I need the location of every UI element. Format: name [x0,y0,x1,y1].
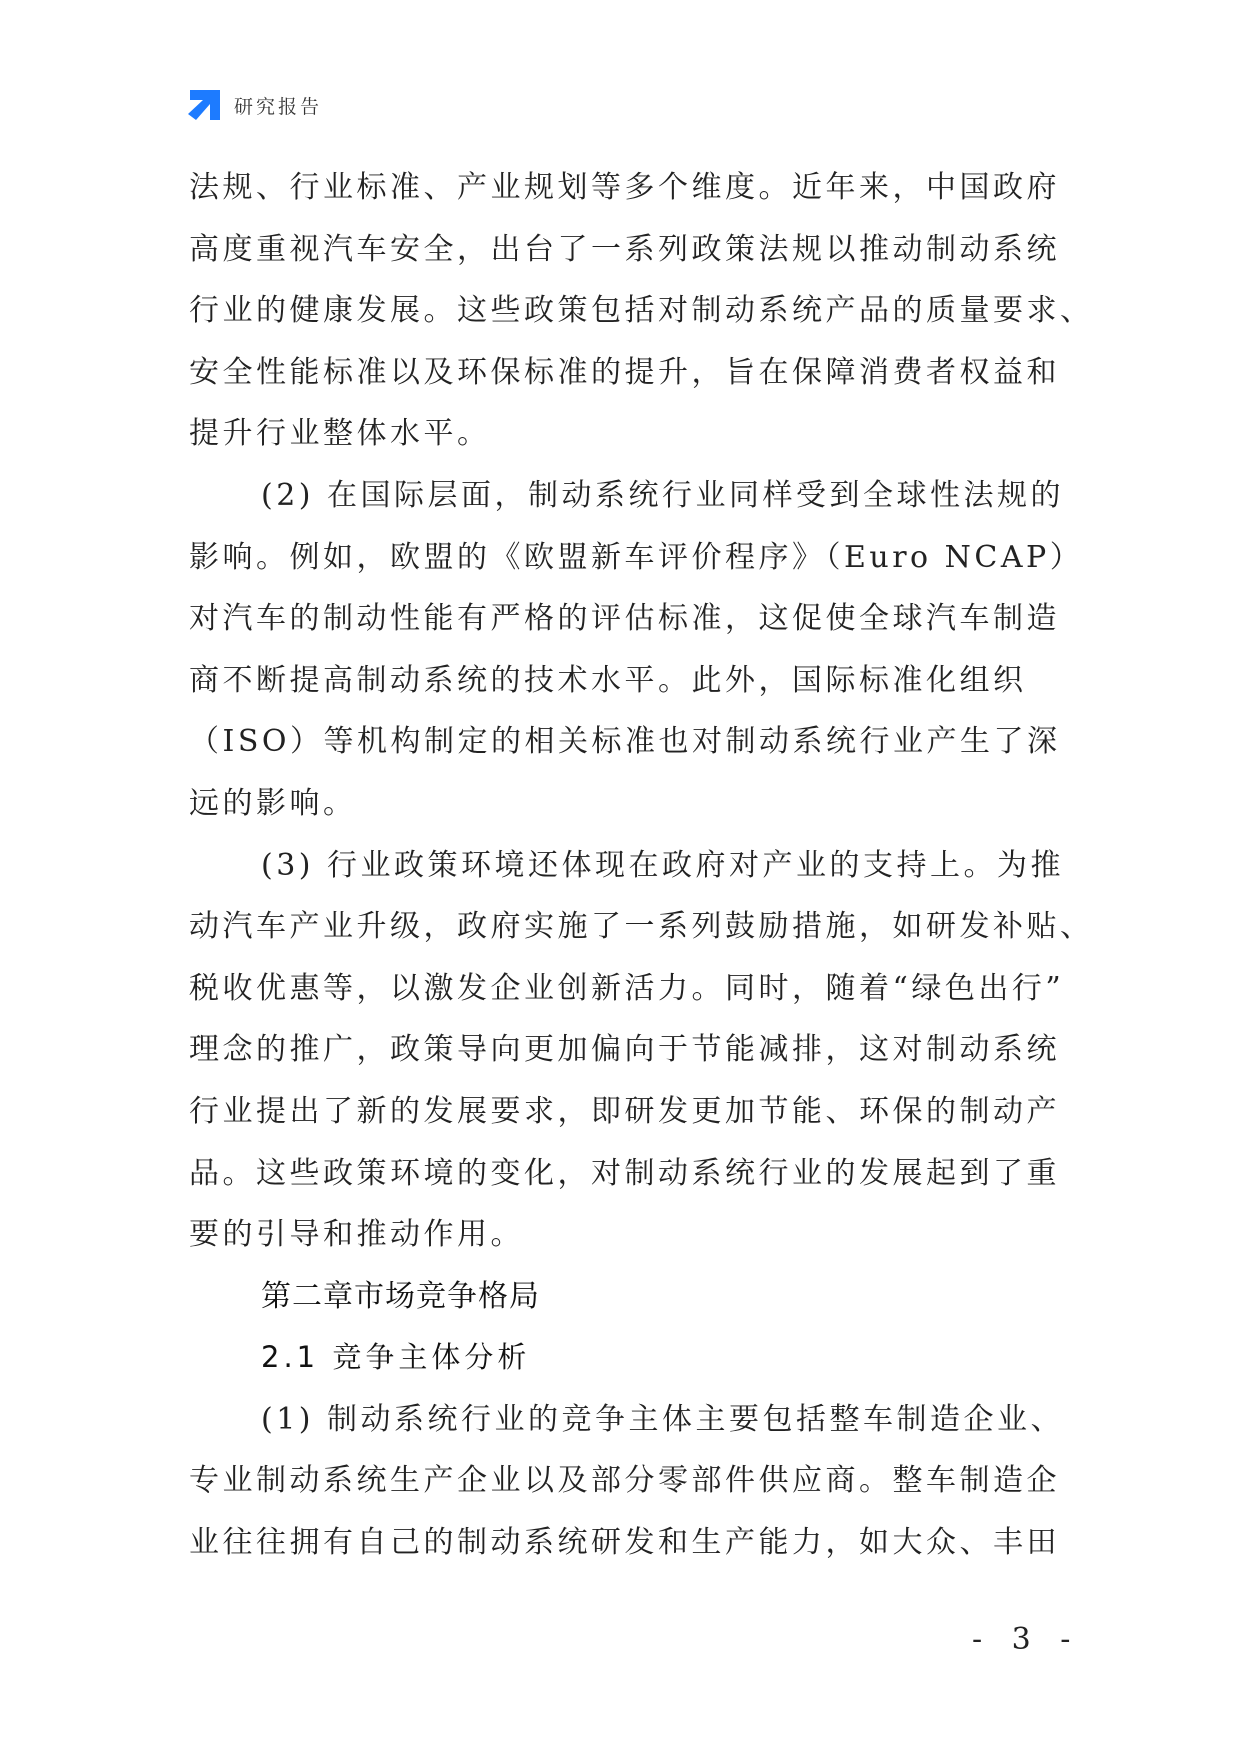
body-line: 提升行业整体水平。 [189,416,491,452]
body-line: 税收优惠等，以激发企业创新活力。同时，随着“绿色出行” [189,970,1065,1006]
page-number: - 3 - [972,1622,1081,1657]
document-body [189,157,1094,1574]
body-line: 安全性能标准以及环保标准的提升，旨在保障消费者权益和 [189,354,1060,390]
body-line: （ISO）等机构制定的相关标准也对制动系统行业产生了深 [189,724,1061,760]
body-line: 行业的健康发展。这些政策包括对制动系统产品的质量要求、 [189,293,1094,329]
body-line: 业往往拥有自己的制动系统研发和生产能力，如大众、丰田 [189,1525,1060,1561]
arrow-logo-icon [188,88,222,122]
body-line: 行业提出了新的发展要求，即研发更加节能、环保的制动产 [189,1093,1060,1129]
body-line: 商不断提高制动系统的技术水平。此外，国际标准化组织 [189,662,1027,698]
paragraph-start-line: (1) 制动系统行业的竞争主体主要包括整车制造企业、 [261,1401,1065,1437]
body-line: 理念的推广，政策导向更加偏向于节能减排，这对制动系统 [189,1032,1060,1068]
body-line: 对汽车的制动性能有严格的评估标准，这促使全球汽车制造 [189,601,1060,637]
body-line: 法规、行业标准、产业规划等多个维度。近年来，中国政府 [189,170,1060,205]
body-line: 专业制动系统生产企业以及部分零部件供应商。整车制造企 [189,1463,1060,1499]
section-heading: 2.1 竞争主体分析 [261,1340,531,1375]
body-line: 品。这些政策环境的变化，对制动系统行业的发展起到了重 [189,1155,1060,1191]
chapter-heading: 第二章市场竞争格局 [261,1278,540,1314]
body-line: 远的影响。 [189,785,357,821]
header-title: 研究报告 [234,95,323,118]
page-header [188,88,322,122]
body-line: 动汽车产业升级，政府实施了一系列鼓励措施，如研发补贴、 [189,909,1094,945]
paragraph-start-line: (3) 行业政策环境还体现在政府对产业的支持上。为推 [261,847,1065,883]
body-line: 高度重视汽车安全，出台了一系列政策法规以推动制动系统 [189,231,1060,267]
body-line: 要的引导和推动作用。 [189,1217,524,1253]
body-line: 影响。例如，欧盟的《欧盟新车评价程序》（Euro NCAP） [189,539,1084,575]
paragraph-start-line: (2) 在国际层面，制动系统行业同样受到全球性法规的 [261,477,1065,513]
